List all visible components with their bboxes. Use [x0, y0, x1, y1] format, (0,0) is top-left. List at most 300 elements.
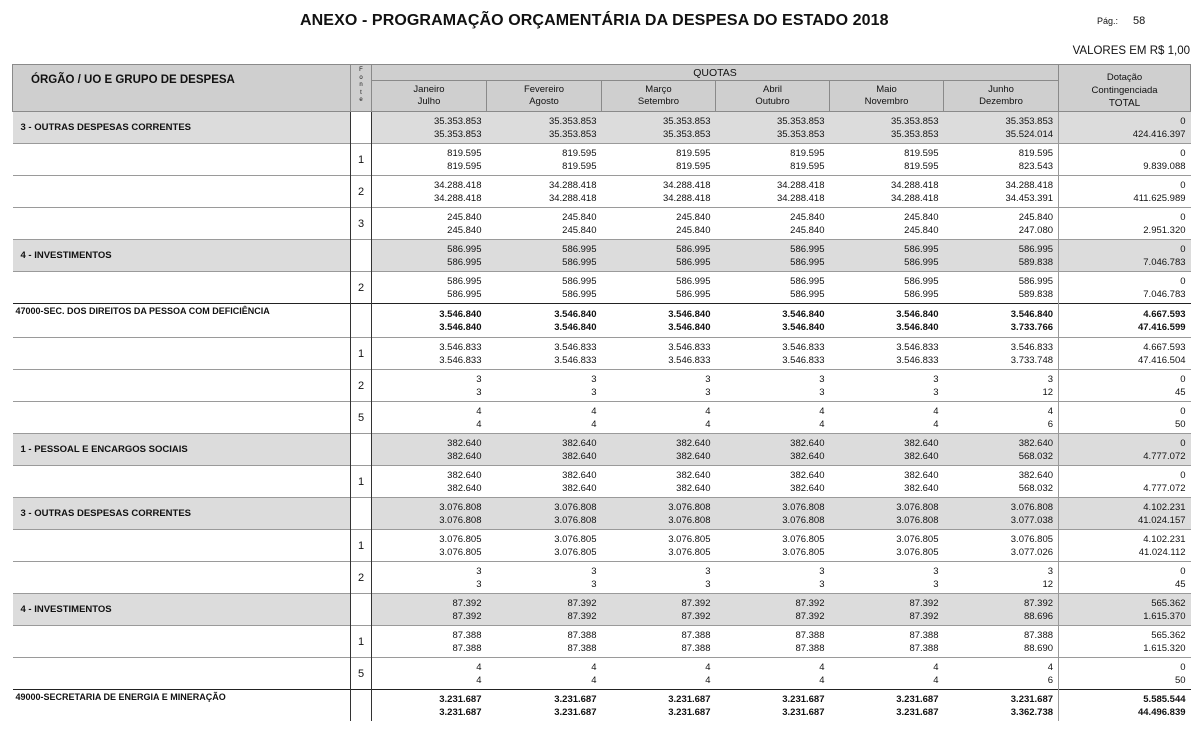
value-top: 0	[1180, 243, 1186, 255]
value-top: 3.546.840	[896, 308, 939, 320]
quota-cell	[716, 658, 830, 690]
value-bottom: 589.838	[1018, 256, 1054, 268]
fonte-cell: 1	[351, 144, 372, 176]
value-bottom: 6	[1047, 418, 1054, 430]
quota-cell	[716, 272, 830, 304]
value-top: 35.353.853	[1005, 115, 1054, 127]
value-top: 0	[1180, 565, 1186, 577]
value-bottom: 586.995	[904, 288, 939, 300]
value-bottom: 589.838	[1018, 288, 1054, 300]
month-bottom: Dezembro	[979, 96, 1023, 107]
fonte-cell	[351, 304, 372, 338]
table-row	[13, 594, 1191, 626]
value-bottom: 382.640	[790, 482, 825, 494]
quota-cell	[830, 562, 944, 594]
header-fonte	[351, 65, 372, 112]
value-top: 3	[1047, 373, 1054, 385]
quota-cell	[944, 144, 1059, 176]
value-bottom: 382.640	[447, 450, 482, 462]
value-bottom: 12	[1042, 578, 1054, 590]
value-top: 3.231.687	[896, 693, 939, 705]
value-top: 0	[1180, 373, 1186, 385]
value-top: 0	[1180, 179, 1186, 191]
value-bottom: 1.615.370	[1143, 610, 1186, 622]
value-top: 3	[705, 373, 711, 385]
value-bottom: 34.288.418	[548, 192, 597, 204]
value-bottom: 3	[591, 386, 597, 398]
value-top: 382.640	[904, 469, 939, 481]
value-bottom: 3.231.687	[896, 706, 939, 718]
expense-group-label: 4 - INVESTIMENTOS	[13, 594, 351, 626]
value-bottom: 87.388	[452, 642, 482, 654]
value-top: 0	[1180, 147, 1186, 159]
value-bottom: 9.839.088	[1143, 160, 1186, 172]
value-bottom: 3.076.805	[439, 546, 482, 558]
value-top: 35.353.853	[433, 115, 482, 127]
quota-cell	[716, 370, 830, 402]
value-top: 3.076.805	[1010, 533, 1054, 545]
quota-cell	[716, 690, 830, 722]
total-cell	[1059, 562, 1191, 594]
quota-cell	[944, 562, 1059, 594]
value-bottom: 35.353.853	[662, 128, 711, 140]
table-row	[13, 208, 1191, 240]
quota-cell	[716, 434, 830, 466]
fonte-cell: 2	[351, 272, 372, 304]
month-bottom: Outubro	[755, 96, 790, 107]
quota-cell	[372, 370, 487, 402]
value-bottom: 3.076.808	[896, 514, 939, 526]
quota-cell	[944, 304, 1059, 338]
quota-cell	[372, 208, 487, 240]
value-top: 87.388	[909, 629, 939, 641]
header-month-col-2	[487, 81, 602, 112]
quota-cell	[830, 658, 944, 690]
quota-cell	[372, 176, 487, 208]
value-top: 3.231.687	[668, 693, 711, 705]
value-bottom: 247.080	[1018, 224, 1054, 236]
quota-cell	[602, 434, 716, 466]
value-top: 3.076.808	[668, 501, 711, 513]
value-bottom: 34.288.418	[433, 192, 482, 204]
value-top: 4	[705, 405, 711, 417]
value-top: 3.231.687	[782, 693, 825, 705]
value-top: 35.353.853	[890, 115, 939, 127]
value-top: 3	[591, 373, 597, 385]
value-top: 3.546.833	[668, 341, 711, 353]
quota-cell	[944, 466, 1059, 498]
total-cell	[1059, 498, 1191, 530]
quota-cell	[716, 466, 830, 498]
value-bottom: 47.416.504	[1137, 354, 1186, 366]
value-top: 34.288.418	[433, 179, 482, 191]
dotacao-line2: Contingenciada	[1091, 85, 1158, 96]
quota-cell	[716, 112, 830, 144]
value-bottom: 3.077.038	[1010, 514, 1054, 526]
value-bottom: 3.231.687	[554, 706, 597, 718]
value-top: 87.392	[452, 597, 482, 609]
value-bottom: 424.416.397	[1132, 128, 1186, 140]
value-bottom: 382.640	[447, 482, 482, 494]
value-top: 4	[933, 405, 939, 417]
value-top: 3	[933, 565, 939, 577]
table-row	[13, 144, 1191, 176]
month-bottom: Setembro	[637, 96, 680, 107]
quota-cell	[944, 658, 1059, 690]
value-bottom: 586.995	[562, 256, 597, 268]
fonte-letter: n	[359, 82, 363, 88]
fonte-cell: 5	[351, 402, 372, 434]
value-bottom: 819.595	[676, 160, 711, 172]
quota-cell	[602, 338, 716, 370]
expense-group-label	[13, 370, 351, 402]
value-top: 4	[705, 661, 711, 673]
quota-cell	[602, 304, 716, 338]
total-cell	[1059, 402, 1191, 434]
quota-cell	[487, 530, 602, 562]
value-top: 382.640	[562, 437, 597, 449]
quota-cell	[944, 498, 1059, 530]
value-top: 3.076.805	[896, 533, 939, 545]
value-top: 586.995	[1018, 275, 1054, 287]
quota-cell	[372, 594, 487, 626]
quota-cell	[944, 240, 1059, 272]
quota-cell	[830, 690, 944, 722]
table-row	[13, 562, 1191, 594]
quota-cell	[944, 402, 1059, 434]
value-top: 3.546.833	[896, 341, 939, 353]
value-bottom: 3.733.766	[1010, 321, 1054, 333]
value-bottom: 87.392	[452, 610, 482, 622]
quota-cell	[944, 434, 1059, 466]
quota-cell	[830, 112, 944, 144]
value-top: 35.353.853	[776, 115, 825, 127]
value-bottom: 3	[476, 386, 482, 398]
expense-group-label	[13, 272, 351, 304]
expense-group-label: 4 - INVESTIMENTOS	[13, 240, 351, 272]
quota-cell	[944, 338, 1059, 370]
value-top: 3.076.808	[1010, 501, 1054, 513]
table-row	[13, 434, 1191, 466]
value-top: 586.995	[904, 275, 939, 287]
quota-cell	[487, 466, 602, 498]
value-bottom: 245.840	[904, 224, 939, 236]
quota-cell	[830, 176, 944, 208]
value-bottom: 3.546.840	[439, 321, 482, 333]
quota-cell	[602, 176, 716, 208]
quota-cell	[487, 112, 602, 144]
quota-cell	[944, 208, 1059, 240]
value-bottom: 586.995	[562, 288, 597, 300]
value-bottom: 3	[819, 386, 825, 398]
value-top: 586.995	[562, 243, 597, 255]
header-month-col-3	[602, 81, 716, 112]
value-top: 382.640	[904, 437, 939, 449]
value-bottom: 50	[1174, 674, 1186, 686]
value-bottom: 2.951.320	[1143, 224, 1186, 236]
total-cell	[1059, 370, 1191, 402]
quota-cell	[487, 402, 602, 434]
value-bottom: 823.543	[1018, 160, 1054, 172]
quota-cell	[487, 562, 602, 594]
quota-cell	[830, 466, 944, 498]
value-bottom: 4.777.072	[1143, 482, 1186, 494]
value-top: 3.546.840	[782, 308, 825, 320]
value-bottom: 3	[819, 578, 825, 590]
table-row	[13, 658, 1191, 690]
value-top: 87.388	[452, 629, 482, 641]
value-top: 3	[476, 373, 482, 385]
value-bottom: 586.995	[790, 288, 825, 300]
value-bottom: 35.353.853	[890, 128, 939, 140]
value-bottom: 4	[819, 674, 825, 686]
month-bottom: Julho	[417, 96, 441, 107]
value-top: 3.546.840	[554, 308, 597, 320]
total-label: TOTAL	[1108, 98, 1141, 109]
month-bottom: Agosto	[529, 96, 559, 107]
quota-cell	[372, 562, 487, 594]
quota-cell	[944, 370, 1059, 402]
quota-cell	[602, 240, 716, 272]
header-month-col-6	[944, 81, 1059, 112]
quota-cell	[487, 144, 602, 176]
table-row	[13, 338, 1191, 370]
fonte-cell: 1	[351, 466, 372, 498]
value-bottom: 88.690	[1023, 642, 1054, 654]
header-month-col-5	[830, 81, 944, 112]
value-top: 4	[476, 661, 482, 673]
value-top: 3	[476, 565, 482, 577]
fonte-letter: e	[359, 97, 363, 103]
value-top: 87.388	[567, 629, 597, 641]
header-dotacao	[1059, 65, 1191, 112]
quota-cell	[487, 690, 602, 722]
fonte-cell: 1	[351, 530, 372, 562]
value-bottom: 3.076.808	[439, 514, 482, 526]
value-bottom: 4.777.072	[1143, 450, 1186, 462]
value-bottom: 586.995	[676, 288, 711, 300]
total-cell	[1059, 690, 1191, 722]
value-bottom: 3.076.805	[554, 546, 597, 558]
value-top: 3	[1047, 565, 1054, 577]
fonte-cell: 3	[351, 208, 372, 240]
value-bottom: 3	[933, 386, 939, 398]
value-bottom: 819.595	[562, 160, 597, 172]
value-top: 3.076.808	[896, 501, 939, 513]
value-bottom: 245.840	[562, 224, 597, 236]
value-top: 87.388	[1023, 629, 1054, 641]
value-bottom: 88.696	[1023, 610, 1054, 622]
value-bottom: 4	[591, 418, 597, 430]
value-bottom: 3.076.808	[782, 514, 825, 526]
header-quotas: QUOTAS	[372, 65, 1059, 81]
value-bottom: 41.024.157	[1137, 514, 1186, 526]
value-bottom: 3.546.833	[668, 354, 711, 366]
quota-cell	[830, 626, 944, 658]
quota-cell	[716, 562, 830, 594]
month-bottom: Novembro	[864, 96, 909, 107]
value-bottom: 47.416.599	[1137, 321, 1186, 333]
fonte-cell: 5	[351, 658, 372, 690]
value-bottom: 568.032	[1018, 482, 1054, 494]
value-bottom: 3.076.805	[782, 546, 825, 558]
quota-cell	[716, 240, 830, 272]
value-top: 382.640	[447, 437, 482, 449]
fonte-cell: 2	[351, 176, 372, 208]
value-top: 3.546.833	[782, 341, 825, 353]
value-bottom: 382.640	[904, 450, 939, 462]
value-top: 0	[1180, 115, 1186, 127]
quota-cell	[830, 208, 944, 240]
value-top: 245.840	[790, 211, 825, 223]
total-cell	[1059, 626, 1191, 658]
value-top: 0	[1180, 211, 1186, 223]
quota-cell	[602, 144, 716, 176]
total-cell	[1059, 208, 1191, 240]
expense-group-label	[13, 402, 351, 434]
month-top: Maio	[876, 83, 897, 95]
value-top: 3.546.833	[554, 341, 597, 353]
quota-cell	[716, 402, 830, 434]
fonte-cell: 2	[351, 370, 372, 402]
quota-cell	[944, 176, 1059, 208]
expense-group-label: 3 - OUTRAS DESPESAS CORRENTES	[13, 498, 351, 530]
value-top: 87.392	[567, 597, 597, 609]
value-bottom: 819.595	[447, 160, 482, 172]
fonte-cell	[351, 594, 372, 626]
value-top: 586.995	[447, 243, 482, 255]
value-top: 4	[591, 661, 597, 673]
fonte-cell	[351, 112, 372, 144]
value-top: 4.667.593	[1143, 308, 1186, 320]
header-month-col-4	[716, 81, 830, 112]
value-bottom: 3.362.738	[1010, 706, 1054, 718]
value-bottom: 3	[476, 578, 482, 590]
value-top: 382.640	[1018, 469, 1054, 481]
quota-cell	[372, 112, 487, 144]
total-cell	[1059, 658, 1191, 690]
value-top: 382.640	[676, 469, 711, 481]
value-bottom: 3.733.748	[1010, 354, 1054, 366]
month-top: Março	[645, 83, 672, 95]
value-top: 0	[1180, 275, 1186, 287]
table-row	[13, 304, 1191, 338]
value-bottom: 4	[705, 674, 711, 686]
value-bottom: 382.640	[676, 450, 711, 462]
expense-group-label	[13, 338, 351, 370]
value-top: 245.840	[904, 211, 939, 223]
quota-cell	[372, 240, 487, 272]
quota-cell	[716, 176, 830, 208]
fonte-cell	[351, 240, 372, 272]
quota-cell	[830, 304, 944, 338]
value-top: 819.595	[562, 147, 597, 159]
value-top: 3.076.805	[668, 533, 711, 545]
value-bottom: 3.546.840	[782, 321, 825, 333]
value-bottom: 35.353.853	[433, 128, 482, 140]
quota-cell	[830, 594, 944, 626]
value-top: 3	[819, 373, 825, 385]
quota-cell	[487, 338, 602, 370]
value-top: 4	[1047, 661, 1054, 673]
value-top: 3.546.833	[439, 341, 482, 353]
value-top: 382.640	[447, 469, 482, 481]
value-top: 819.595	[790, 147, 825, 159]
quota-cell	[602, 690, 716, 722]
value-top: 586.995	[676, 275, 711, 287]
value-top: 245.840	[676, 211, 711, 223]
quota-cell	[372, 338, 487, 370]
value-top: 3.546.840	[439, 308, 482, 320]
value-top: 4	[591, 405, 597, 417]
value-bottom: 34.288.418	[890, 192, 939, 204]
value-top: 245.840	[447, 211, 482, 223]
month-top: Fevereiro	[523, 83, 565, 95]
value-bottom: 586.995	[447, 256, 482, 268]
quota-cell	[716, 530, 830, 562]
value-top: 3	[705, 565, 711, 577]
value-bottom: 411.625.989	[1133, 192, 1186, 204]
value-bottom: 586.995	[676, 256, 711, 268]
value-top: 4	[1047, 405, 1054, 417]
quota-cell	[716, 208, 830, 240]
total-cell	[1059, 530, 1191, 562]
table-row	[13, 530, 1191, 562]
quota-cell	[372, 530, 487, 562]
value-bottom: 4	[591, 674, 597, 686]
quota-cell	[487, 434, 602, 466]
fonte-letter: F	[359, 67, 363, 73]
value-bottom: 3.546.833	[782, 354, 825, 366]
quota-cell	[487, 240, 602, 272]
month-top: Abril	[762, 83, 782, 95]
value-top: 819.595	[1018, 147, 1054, 159]
quota-cell	[372, 144, 487, 176]
quota-cell	[716, 626, 830, 658]
value-bottom: 3.231.687	[439, 706, 482, 718]
value-bottom: 34.288.418	[776, 192, 825, 204]
value-bottom: 3.076.808	[668, 514, 711, 526]
value-bottom: 34.453.391	[1005, 192, 1054, 204]
value-bottom: 87.392	[567, 610, 597, 622]
value-bottom: 382.640	[562, 482, 597, 494]
value-top: 0	[1180, 405, 1186, 417]
value-bottom: 44.496.839	[1137, 706, 1186, 718]
value-bottom: 3.076.805	[668, 546, 711, 558]
quota-cell	[602, 530, 716, 562]
quota-cell	[487, 626, 602, 658]
value-top: 3.076.805	[782, 533, 825, 545]
value-bottom: 50	[1174, 418, 1186, 430]
value-top: 4.667.593	[1143, 341, 1186, 353]
quota-cell	[487, 498, 602, 530]
quota-cell	[830, 530, 944, 562]
fonte-cell	[351, 690, 372, 722]
value-bottom: 1.615.320	[1143, 642, 1186, 654]
value-top: 34.288.418	[662, 179, 711, 191]
table-row	[13, 176, 1191, 208]
value-bottom: 6	[1047, 674, 1054, 686]
total-cell	[1059, 240, 1191, 272]
value-bottom: 819.595	[904, 160, 939, 172]
quota-cell	[487, 370, 602, 402]
value-bottom: 3.546.840	[896, 321, 939, 333]
table-row	[13, 402, 1191, 434]
quota-cell	[716, 498, 830, 530]
value-top: 382.640	[790, 469, 825, 481]
quota-cell	[830, 434, 944, 466]
quota-cell	[602, 466, 716, 498]
